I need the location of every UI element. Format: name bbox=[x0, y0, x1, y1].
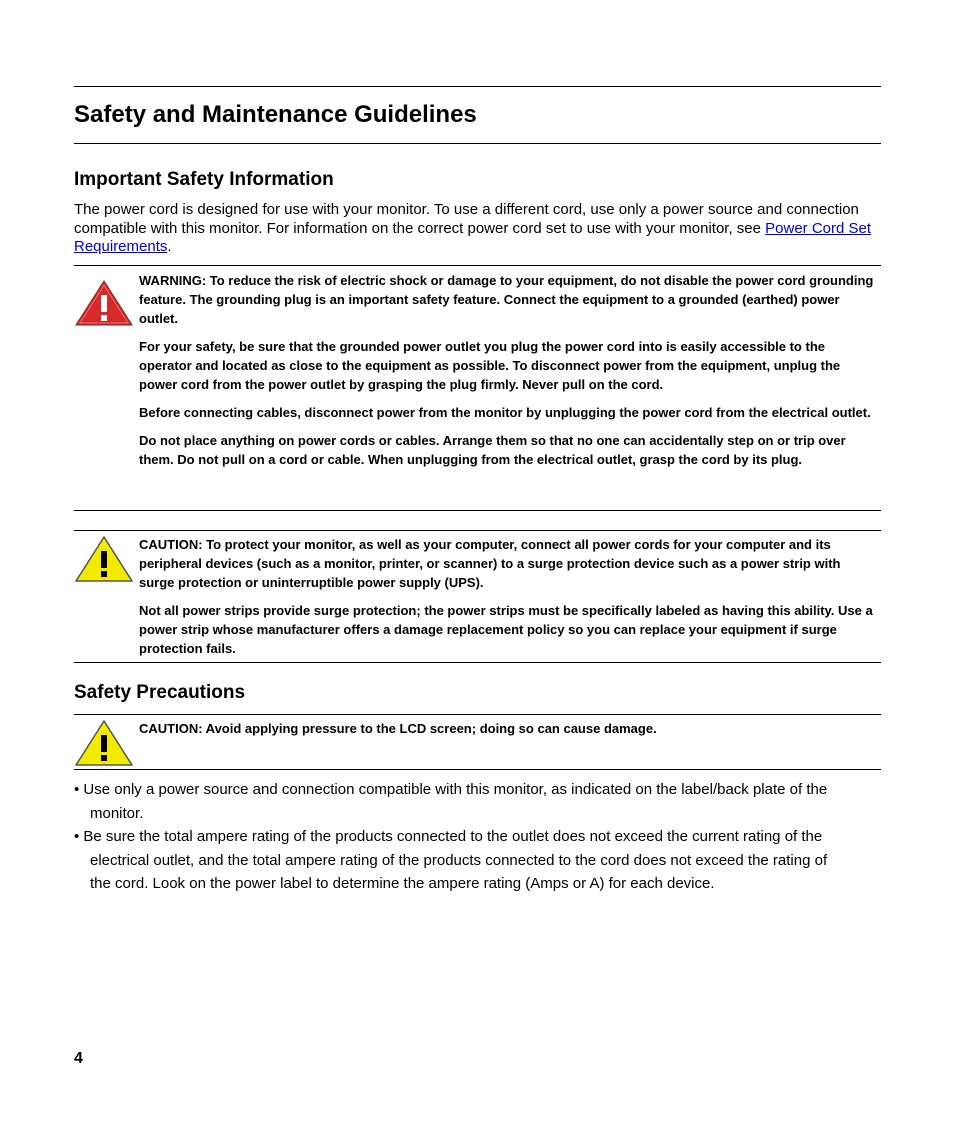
warning-paragraph: Do not place anything on power cords or cables. Arrange them so that no one can accidentally step on or trip over them. Do not pull on a cord or cable. When unplugging from the electrical outlet, grasp the cord by its plug. bbox=[139, 433, 846, 467]
intro-text: The power cord is designed for use with your monitor. To use a different cord, use only a power source and connection compatible with this monitor. For information on the correct power cord set to use with your monitor, see bbox=[74, 201, 859, 237]
yellow-caution-triangle-icon bbox=[74, 719, 134, 773]
caution-paragraph: Not all power strips provide surge protection; the power strips must be specifically labeled as having this ability. Use a power strip whose manufacturer offers a damage replacement policy so you can replace your equipment if surge protection fails. bbox=[139, 603, 873, 656]
section-heading-safety-precautions: Safety Precautions bbox=[74, 682, 246, 703]
warning-paragraph: WARNING: To reduce the risk of electric shock or damage to your equipment, do not disable the power cord grounding feature. The grounding plug is an important safety feature. Connect the equipment to a grounded (earthed) power outlet. bbox=[139, 273, 874, 326]
warning-paragraph: Before connecting cables, disconnect power from the monitor by unplugging the power cord from the electrical outlet. bbox=[139, 405, 871, 420]
red-warning-triangle-icon bbox=[74, 279, 134, 333]
yellow-caution-triangle-icon bbox=[74, 535, 134, 589]
list-item: • Use only a power source and connection compatible with this monitor, as indicated on the label/back plate of the monitor. bbox=[74, 781, 828, 822]
intro-end: . bbox=[167, 238, 172, 255]
page-title: Safety and Maintenance Guidelines bbox=[74, 101, 477, 128]
precautions-list bbox=[74, 778, 881, 896]
power-cord-requirements-link[interactable]: Power Cord Set Requirements bbox=[74, 219, 872, 255]
caution-bottom-rule bbox=[74, 662, 881, 663]
warning-paragraph: For your safety, be sure that the grounded power outlet you plug the power cord into is easily accessible to the operator and located as close to the equipment as possible. To disconnect power from the equipment, unplug the power cord from the power outlet by grasping the plug firmly. Never pull on the cord. bbox=[139, 339, 841, 392]
top-rule bbox=[74, 86, 881, 87]
intro-paragraph bbox=[74, 201, 881, 257]
caution-paragraph: CAUTION: To protect your monitor, as well as your computer, connect all power cords for your computer and its peripheral devices (such as a monitor, printer, or scanner) to a surge protection device such as a power strip with surge protection or uninterruptible power supply (UPS). bbox=[139, 537, 841, 590]
caution-body bbox=[139, 535, 876, 667]
page-number: 4 bbox=[74, 1050, 83, 1067]
list-item: • Be sure the total ampere rating of the products connected to the outlet does not exceed the current rating of the electrical outlet, and the total ampere rating of the products connected to the cord does not exceed the rating of the cord. Look on the power label to determine the ampere rating (Amps or A) for each device. bbox=[74, 828, 828, 892]
caution2-bottom-rule bbox=[74, 769, 881, 770]
warning-body bbox=[139, 271, 876, 478]
warning-bottom-rule bbox=[74, 510, 881, 511]
caution-paragraph: CAUTION: Avoid applying pressure to the LCD screen; doing so can cause damage. bbox=[139, 721, 657, 736]
warning-top-rule bbox=[74, 265, 881, 266]
caution2-body bbox=[139, 719, 876, 747]
section-heading-important-safety: Important Safety Information bbox=[74, 169, 334, 190]
caution-top-rule bbox=[74, 530, 881, 531]
title-rule bbox=[74, 143, 881, 144]
caution2-top-rule bbox=[74, 714, 881, 715]
